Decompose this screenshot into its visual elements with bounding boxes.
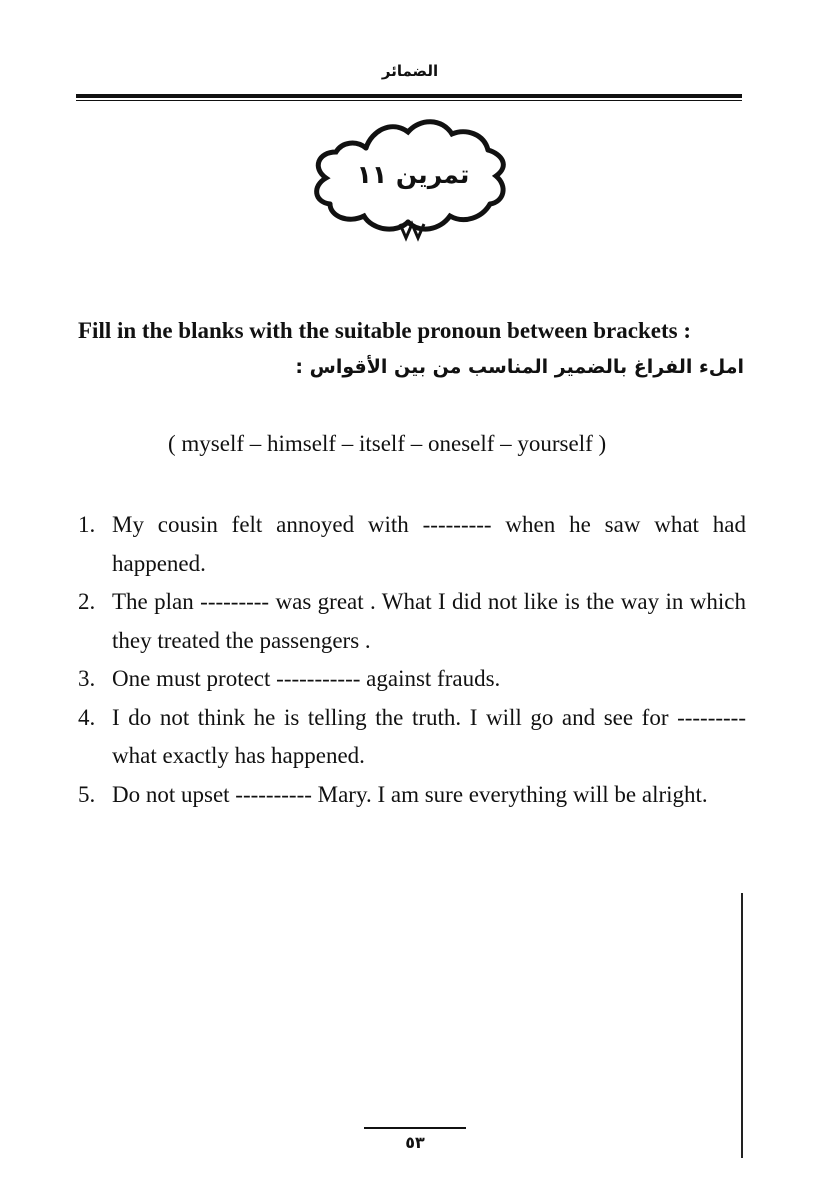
exercise-item-2 [78, 583, 746, 660]
item-number: 4. [78, 704, 96, 730]
item-number: 1. [78, 512, 96, 537]
exercise-item-4 [78, 699, 746, 776]
item-text: My cousin felt annoyed with --------- when he saw what had happened. [112, 512, 746, 576]
exercise-title: تمرين ١١ [356, 160, 470, 189]
page-number: ٥٣ [405, 1133, 425, 1152]
header-rule-thick [76, 94, 742, 98]
item-text: I do not think he is telling the truth. I will go and see for --------- what exactly has happened. [112, 704, 746, 768]
exercise-badge [308, 112, 518, 244]
instruction-arabic: املء الفراغ بالضمير المناسب من بين الأقواس : [295, 356, 744, 378]
item-number: 5. [78, 781, 96, 807]
item-text: The plan --------- was great . What I did not like is the way in which they treated the passengers . [112, 589, 746, 653]
item-text: One must protect ----------- against frauds. [112, 666, 501, 691]
item-number: 3. [78, 666, 96, 691]
word-bank: ( myself – himself – itself – oneself – yourself ) [168, 431, 607, 456]
exercise-list [78, 506, 746, 814]
header-rule-thin [76, 100, 742, 101]
instruction-english: Fill in the blanks with the suitable pronoun between brackets : [78, 318, 691, 343]
exercise-item-5 [78, 776, 746, 815]
margin-rule [741, 893, 743, 1158]
item-number: 2. [78, 589, 96, 614]
footer-rule [364, 1127, 466, 1129]
running-header: الضمائر [381, 62, 439, 80]
item-text: Do not upset ---------- Mary. I am sure everything will be alright. [112, 781, 708, 807]
exercise-item-3 [78, 660, 746, 699]
exercise-item-1 [78, 506, 746, 583]
